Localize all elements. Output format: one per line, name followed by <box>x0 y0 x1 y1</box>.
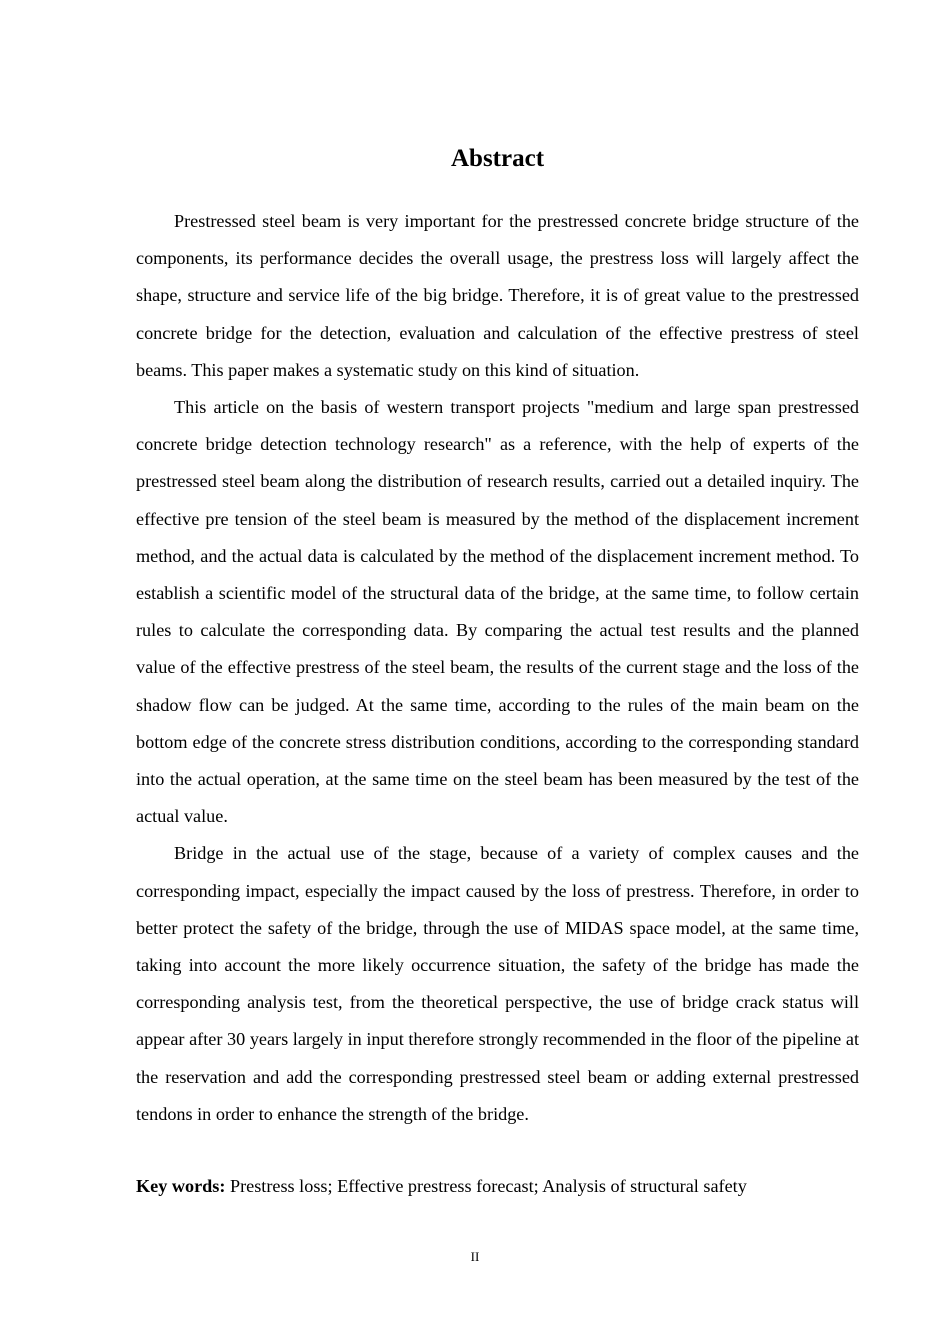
abstract-body <box>136 203 859 1133</box>
page-number: II <box>470 1249 480 1264</box>
keywords-line <box>136 1170 859 1202</box>
abstract-paragraph-3: Bridge in the actual use of the stage, because of a variety of complex causes and the corresponding impact, especially the impact caused by the loss of prestress. Therefore, in order to better protect the safety of the bridge, through the use of MIDAS space model, at the same time, taking into account the more likely occurrence situation, the safety of the bridge has made the corresponding analysis test, from the theoretical perspective, the use of bridge crack status will appear after 30 years largely in input therefore strongly recommended in the floor of the pipeline at the reservation and add the corresponding prestressed steel beam or adding external prestressed tendons in order to enhance the strength of the bridge. <box>136 843 859 1124</box>
abstract-paragraph-1: Prestressed steel beam is very important for the prestressed concrete bridge structure of the components, its performance decides the overall usage, the prestress loss will largely affect the shape, structure and service life of the big bridge. Therefore, it is of great value to the prestressed concrete bridge for the detection, evaluation and calculation of the effective prestress of steel beams. This paper makes a systematic study on this kind of situation. <box>136 211 859 380</box>
abstract-title: Abstract <box>450 145 545 172</box>
keywords-text: Prestress loss; Effective prestress forecast; Analysis of structural safety <box>229 1176 747 1196</box>
keywords-label: Key words: <box>136 1176 226 1196</box>
abstract-paragraph-2: This article on the basis of western transport projects "medium and large span prestressed concrete bridge detection technology research" as a reference, with the help of experts of the prestressed steel beam along the distribution of research results, carried out a detailed inquiry. The effective pre tension of the steel beam is measured by the method of the displacement increment method, and the actual data is calculated by the method of the displacement increment method. To establish a scientific model of the structural data of the bridge, at the same time, to follow certain rules to calculate the corresponding data. By comparing the actual test results and the planned value of the effective prestress of the steel beam, the results of the current stage and the loss of the shadow flow can be judged. At the same time, according to the rules of the main beam on the bottom edge of the concrete stress distribution conditions, according to the corresponding standard into the actual operation, at the same time on the steel beam has been measured by the test of the actual value. <box>136 397 859 827</box>
